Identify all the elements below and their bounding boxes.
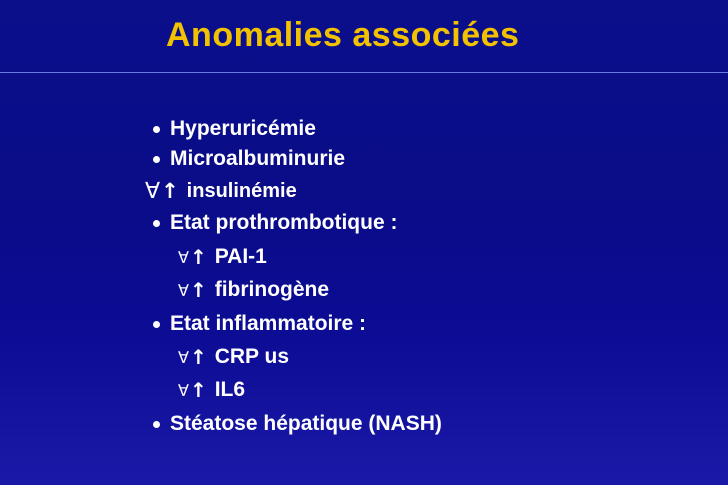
sub-item-text: IL6 [214, 378, 246, 401]
sub-item-text: PAI-1 [214, 245, 267, 268]
up-arrow-icon: ↑ [189, 245, 207, 269]
list-item-text: Hyperuricémie [170, 117, 316, 140]
forall-icon: ∀ [178, 247, 189, 267]
list-item-text: insulinémie [186, 179, 297, 202]
forall-icon: ∀ [145, 178, 161, 204]
sub-item-crp-us [178, 340, 289, 374]
up-arrow-icon: ↑ [189, 378, 207, 402]
sub-item-text: CRP us [214, 345, 290, 368]
up-arrow-icon: ↑ [189, 345, 207, 369]
up-arrow-icon: ↑ [161, 179, 179, 203]
list-item-steatose [0, 407, 442, 441]
up-arrow-icon: ↑ [189, 278, 207, 302]
forall-up-symbol [178, 378, 215, 402]
bullet-icon [153, 156, 160, 163]
title-divider [0, 72, 728, 73]
forall-up-symbol [178, 345, 215, 369]
slide-title: Anomalies associées [166, 16, 520, 54]
forall-up-symbol [178, 278, 215, 302]
list-item-hyperuricemie [0, 112, 316, 146]
sub-item-fibrinogene [178, 273, 329, 307]
forall-up-symbol [178, 245, 215, 269]
forall-icon: ∀ [178, 380, 189, 400]
list-item-microalbuminurie [0, 142, 345, 176]
bullet-icon [153, 220, 160, 227]
forall-up-symbol [145, 179, 187, 204]
list-item-text: Stéatose hépatique (NASH) [170, 412, 442, 435]
list-item-text: Etat prothrombotique : [170, 211, 398, 234]
sub-item-text: fibrinogène [214, 278, 330, 301]
list-item-insulinemie [145, 174, 297, 208]
bullet-icon [153, 321, 160, 328]
list-item-etat-inflammatoire [0, 307, 366, 341]
forall-icon: ∀ [178, 347, 189, 367]
sub-item-pai-1 [178, 240, 267, 274]
list-item-etat-prothrombotique [0, 206, 397, 240]
list-item-text: Microalbuminurie [170, 147, 346, 170]
sub-item-il6 [178, 373, 245, 407]
forall-icon: ∀ [178, 280, 189, 300]
bullet-icon [153, 421, 160, 428]
list-item-text: Etat inflammatoire : [170, 312, 367, 335]
bullet-icon [153, 126, 160, 133]
